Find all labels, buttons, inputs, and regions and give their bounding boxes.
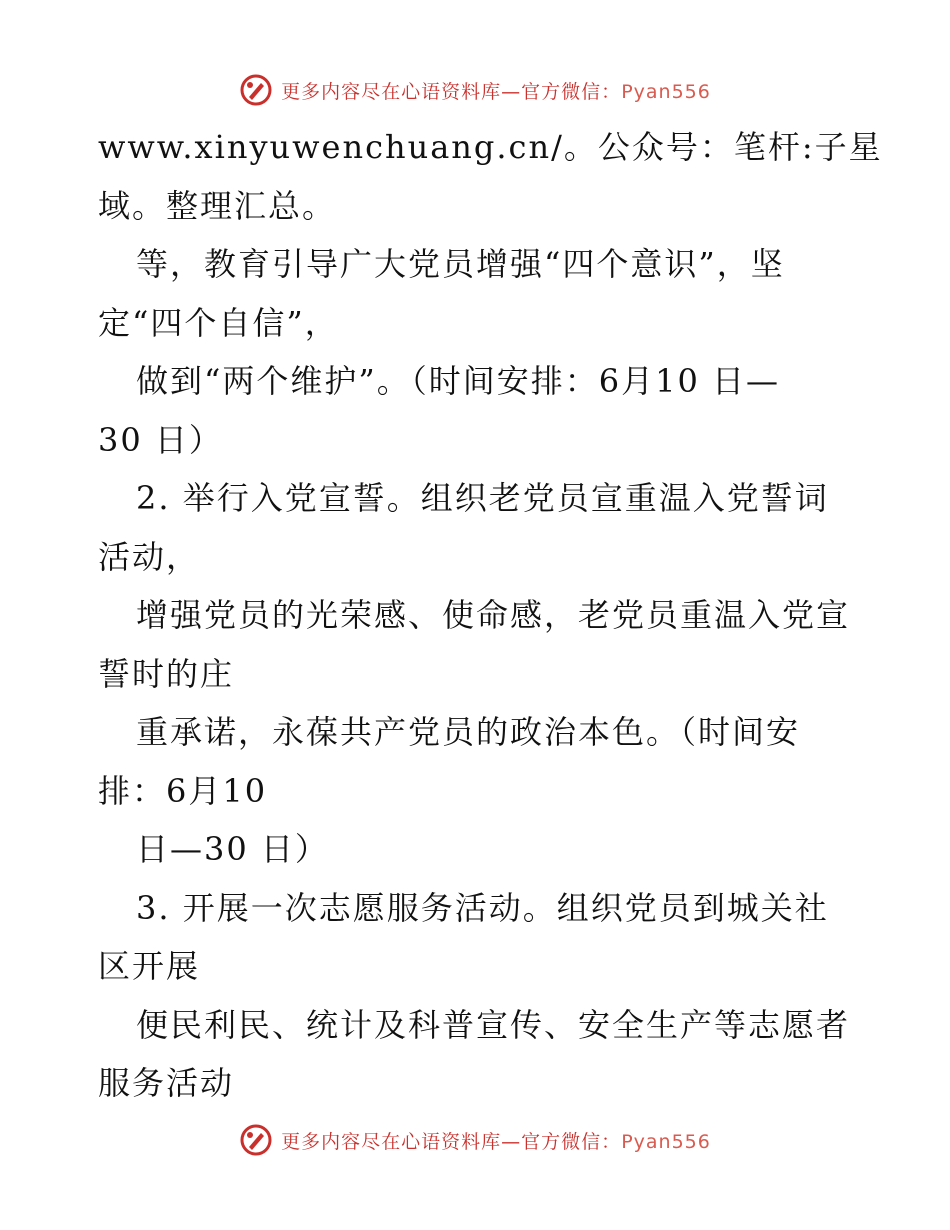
body-text-line: 等，教育引导广大党员增强“四个意识”，坚 — [136, 245, 785, 283]
header-watermark-banner — [0, 70, 950, 110]
body-text-line: 做到“两个维护”。（时间安排：6月10 日— — [136, 362, 780, 400]
body-text-line: 30 日） — [98, 420, 223, 459]
document-body — [98, 118, 883, 1113]
body-text-line: 定“四个自信”， — [98, 303, 339, 342]
header-banner-text: 更多内容尽在心语资料库—官方微信：Pyan556 — [281, 80, 711, 103]
body-text-line: 2. 举行入党宣誓。组织老党员宣重温入党誓词 — [136, 479, 829, 517]
footer-banner-text: 更多内容尽在心语资料库—官方微信：Pyan556 — [281, 1130, 711, 1153]
pen-nib-logo-icon — [239, 1123, 273, 1157]
body-text-line: 重承诺，永葆共产党员的政治本色。（时间安 — [136, 713, 801, 751]
body-text-line: 排：6月10 — [98, 771, 268, 810]
body-text-line: 3. 开展一次志愿服务活动。组织党员到城关社 — [136, 888, 829, 927]
footer-watermark-banner — [0, 1120, 950, 1160]
body-text-line: 誓时的庄 — [98, 654, 235, 693]
body-text-line: www.xinyuwenchuang.cn/。公众号：笔杆:子星 — [98, 128, 883, 166]
body-text-line: 域。整理汇总。 — [98, 186, 337, 225]
pen-nib-logo-icon — [239, 73, 273, 107]
body-text-line: 日—30 日） — [136, 830, 329, 868]
body-text-line: 服务活动 — [98, 1064, 235, 1102]
body-text-line: 增强党员的光荣感、使命感，老党员重温入党宣 — [136, 596, 851, 634]
body-text-line: 区开展 — [98, 947, 201, 985]
body-text-line: 活动， — [98, 537, 201, 576]
body-text-line: 便民利民、统计及科普宣传、安全生产等志愿者 — [136, 1005, 851, 1044]
